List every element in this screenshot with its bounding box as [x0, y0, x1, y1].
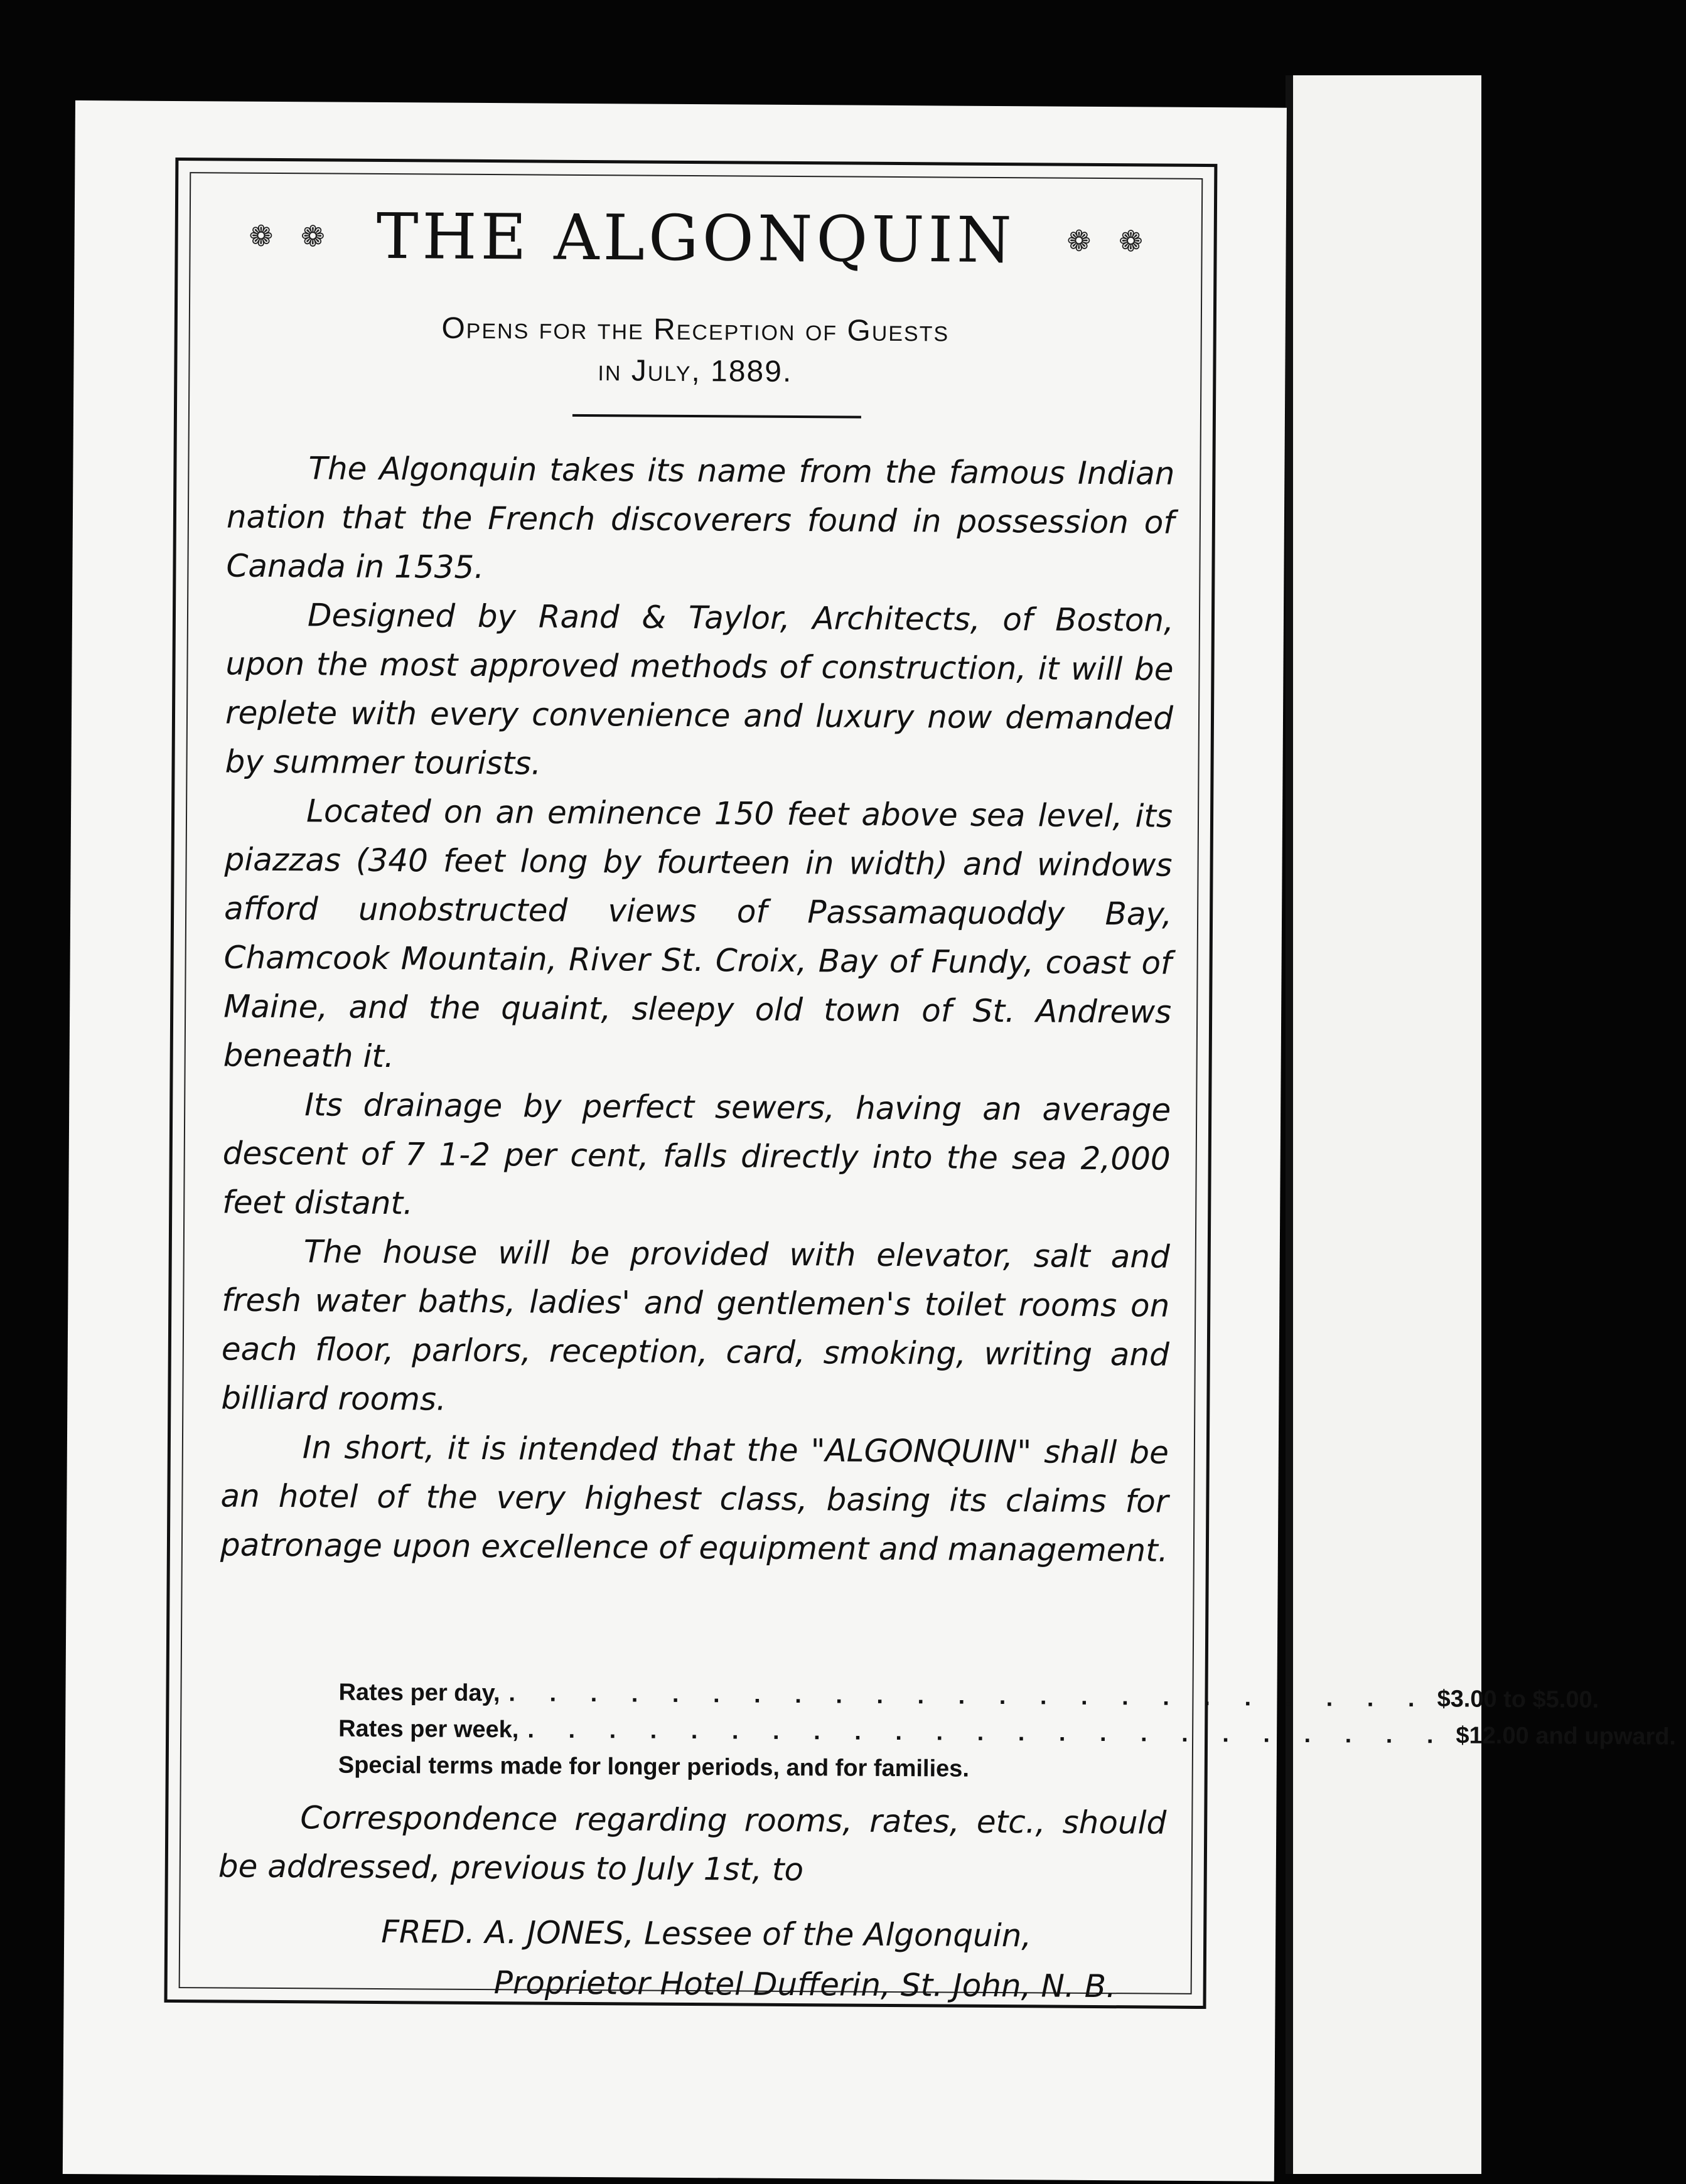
document-page — [63, 100, 1677, 2181]
ornament-icon: ❁ — [300, 218, 325, 253]
body-text — [220, 443, 1175, 1575]
paragraph: Designed by Rand & Taylor, Architects, of Boston, upon the most approved methods of construction, it will be replete with every convenience and luxury now demanded by summer tourists. — [225, 597, 1174, 782]
rate-day-value: $3.00 to $5.00. — [1437, 1686, 1599, 1713]
paragraph: The house will be provided with elevator, salt and fresh water baths, ladies' and gentlemen's toilet rooms on each floor, parlors, reception, card, smoking, writing and billiard rooms. — [221, 1233, 1170, 1418]
signature-line-2: Proprietor Hotel Dufferin, St. John, N. B. — [493, 1964, 1117, 2005]
title-row — [178, 198, 1214, 278]
rates-block — [338, 1674, 1677, 1789]
dot-leader: . . . . . . . . . . . . . . . . . . . . . . . — [508, 1680, 1429, 1713]
rate-row-day — [338, 1674, 1599, 1716]
paragraph: Located on an eminence 150 feet above sea level, its piazzas (340 feet long by fourteen in width) and windows afford unobstructed views of Passamaquoddy Bay, Chamcook Mountain, River St. Croix, Bay of Fundy, coast of Maine, and the quaint, sleepy old town of St. Andrews beneath it. — [223, 793, 1173, 1075]
adjacent-page-edge — [1293, 75, 1481, 2174]
ornament-icon: ❁ — [249, 218, 274, 253]
paragraph: Its drainage by perfect sewers, having an average descent of 7 1-2 per cent, falls directly into the sea 2,000 feet distant. — [222, 1086, 1171, 1222]
correspondence-paragraph: Correspondence regarding rooms, rates, etc., should be addressed, previous to July 1st, to — [218, 1799, 1167, 1888]
rate-week-value: $12.00 and upward. — [1456, 1722, 1677, 1750]
rate-day-label: Rates per day, — [338, 1679, 500, 1707]
rate-week-label: Rates per week, — [338, 1715, 519, 1743]
ornament-icon: ❁ — [1066, 223, 1092, 258]
subtitle — [177, 306, 1213, 395]
paragraph: The Algonquin takes its name from the famous Indian nation that the French discoverers found in possession of Canada in 1535. — [226, 450, 1175, 586]
correspondence-text — [218, 1792, 1167, 1896]
signature-line-1: FRED. A. JONES, Lessee of the Algonquin, — [381, 1914, 1032, 1954]
signature-block — [167, 1905, 1166, 2012]
rate-row-week — [338, 1711, 1677, 1752]
paragraph: In short, it is intended that the "ALGONQUIN" shall be an hotel of the very highest class, basing its claims for patronage upon excellence of equipment and management. — [220, 1429, 1169, 1569]
page-title: THE ALGONQUIN — [376, 199, 1016, 277]
dot-leader: . . . . . . . . . . . . . . . . . . . . . . . — [527, 1716, 1447, 1749]
border-frame — [164, 158, 1677, 2009]
subtitle-line-2: in July, 1889. — [598, 354, 793, 388]
special-terms: Special terms made for longer periods, and for families. — [338, 1752, 970, 1782]
ornament-icon: ❁ — [1119, 223, 1143, 258]
subtitle-line-1: Opens for the Reception of Guests — [441, 311, 950, 348]
